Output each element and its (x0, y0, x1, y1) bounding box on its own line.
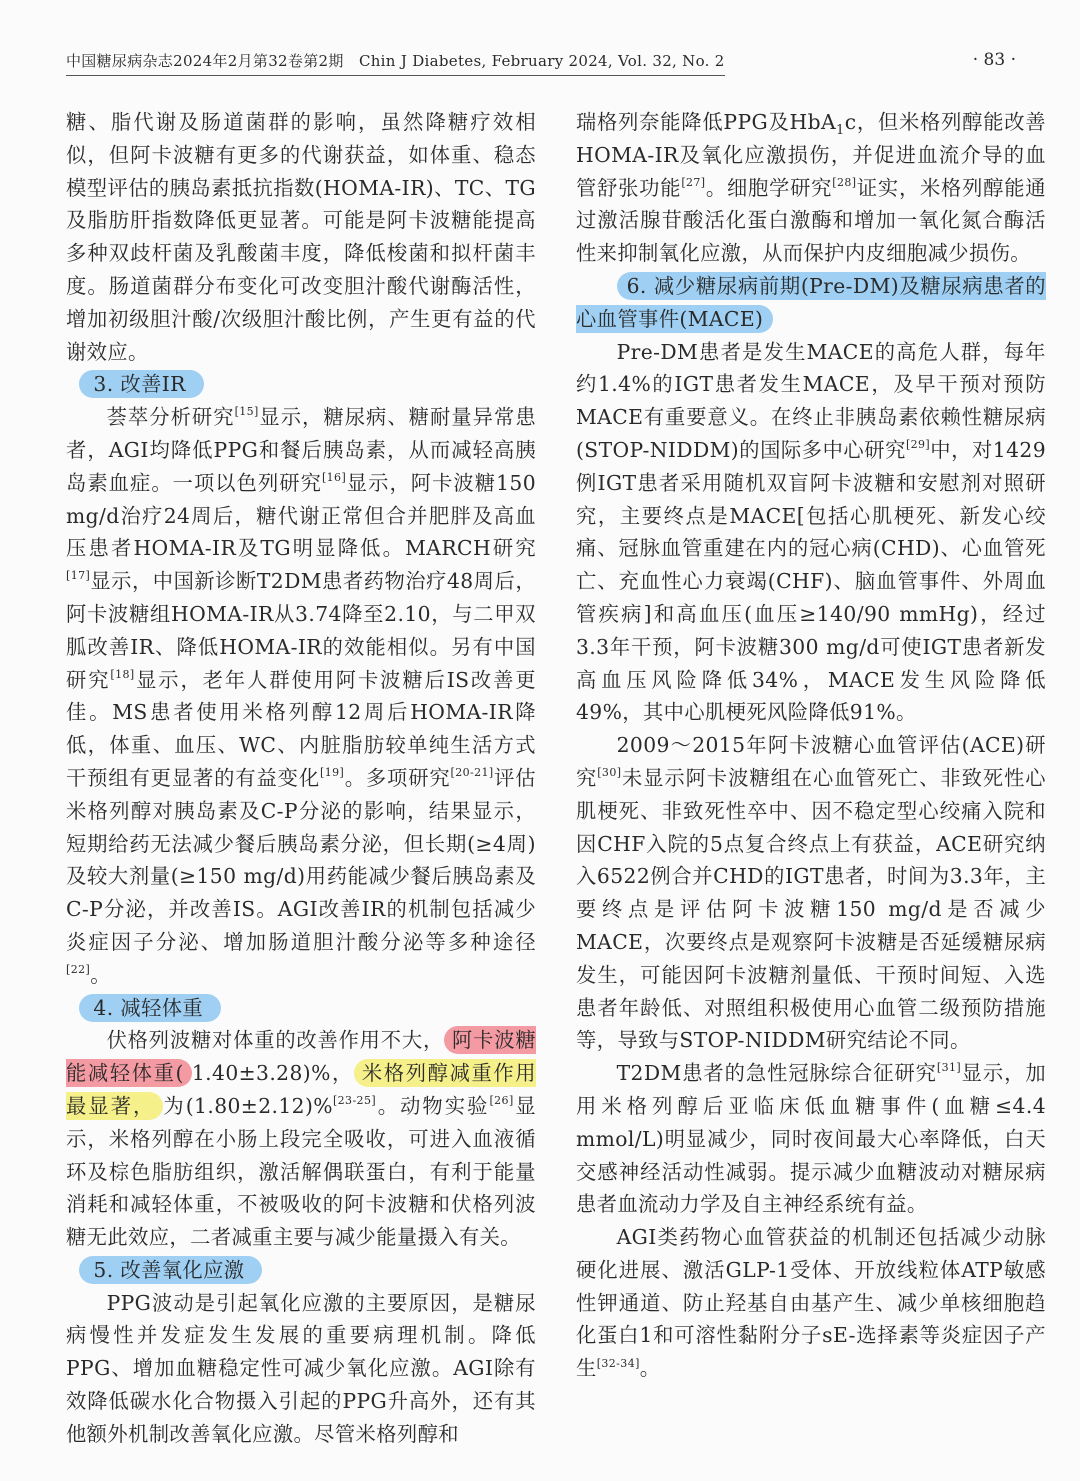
paragraph: 伏格列波糖对体重的改善作用不大， 阿卡波糖能减轻体重( 1.40±3.28)%， 米格列醇减重作用最显著， 为(1.80±2.12)%[23-25]。动物实验[26]显示，米格列醇在小肠上段完全吸收，可进入血液循环及棕色脂肪组织，激活解偶联蛋白，有利于能量消耗和减轻体重，不被吸收的阿卡波糖和伏格列波糖无此效应，二者减重主要与减少能量摄入有关。 (66, 1028, 537, 1250)
page-number: · 83 · (972, 50, 1016, 70)
paragraph: 荟萃分析研究[15]显示，糖尿病、糖耐量异常患者，AGI均降低PPG和餐后胰岛素，从而减轻高胰岛素血症。一项以色列研究[16]显示，阿卡波糖150 mg/d治疗24周后，糖代谢正常但合并肥胖及高血压患者HOMA-IR及TG明显降低。MARCH研究[17]显示，中国新诊断T2DM患者药物治疗48周后，阿卡波糖组HOMA-IR从3.74降至2.10，与二甲双胍改善IR、降低HOMA-IR的效能相似。另有中国研究[18]显示，老年人群使用阿卡波糖后IS改善更佳。MS患者使用米格列醇12周后HOMA-IR降低，体重、血压、WC、内脏脂肪较单纯生活方式干预组有更显著的有益变化[19]。多项研究[20-21]评估米格列醇对胰岛素及C-P分泌的影响，结果显示，短期给药无法减少餐后胰岛素分泌，但长期(≥4周)及较大剂量(≥150 mg/d)用药能减少餐后胰岛素及C-P分泌，并改善IS。AGI改善IR的机制包括减少炎症因子分泌、增加肠道胆汁酸分泌等多种途径[22]。 (66, 405, 536, 987)
citation[interactable]: [18] (110, 667, 135, 681)
section-heading-4 (66, 992, 536, 1025)
highlight-blue: 4. 减轻体重 (79, 994, 221, 1022)
section-heading-3 (66, 368, 536, 401)
paragraph: AGI类药物心血管获益的机制还包括减少动脉硬化进展、激活GLP-1受体、开放线粒体ATP敏感性钾通道、防止羟基自由基产生、减少单核细胞趋化蛋白1和可溶性黏附分子sE-选择素等炎症因子产生[32-34]。 (576, 1225, 1046, 1381)
paragraph: 糖、脂代谢及肠道菌群的影响，虽然降糖疗效相似，但阿卡波糖有更多的代谢获益，如体重、稳态模型评估的胰岛素抵抗指数(HOMA-IR)、TC、TG及脂肪肝指数降低更显著。可能是阿卡波糖能提高多种双歧杆菌及乳酸菌丰度，降低梭菌和拟杆菌丰度。肠道菌群分布变化可改变胆汁酸代谢酶活性，增加初级胆汁酸/次级胆汁酸比例，产生更有益的代谢效应。 (66, 110, 536, 364)
journal-citation: 中国糖尿病杂志2024年2月第32卷第2期 Chin J Diabetes, February 2024, Vol. 32, No. 2 (66, 50, 725, 76)
citation[interactable]: [28] (832, 175, 857, 189)
highlight-red: 阿卡波糖能减轻体重( (66, 1028, 536, 1086)
citation[interactable]: [17] (66, 569, 91, 583)
citation[interactable]: [32-34] (596, 1356, 640, 1370)
highlight-yellow: 米格列醇减重作用最显著， (66, 1061, 536, 1118)
right-column (576, 106, 1046, 1385)
paragraph: Pre-DM患者是发生MACE的高危人群，每年约1.4%的IGT患者发生MACE，及早干预对预防MACE有重要意义。在终止非胰岛素依赖性糖尿病(STOP-NIDDM)的国际多中心研究[29]中，对1429例IGT患者采用随机双盲阿卡波糖和安慰剂对照研究，主要终点是MACE[包括心肌梗死、新发心绞痛、冠脉血管重建在内的冠心病(CHD)、心血管死亡、充血性心力衰竭(CHF)、脑血管事件、外周血管疾病]和高血压(血压≥140/90 mmHg)，经过3.3年干预，阿卡波糖300 mg/d可使IGT患者新发高血压风险降低34%，MACE发生风险降低49%，其中心肌梗死风险降低91%。 (576, 339, 1046, 725)
highlight-blue: 6. 减少糖尿病前期(Pre-DM)及糖尿病患者的心血管事件(MACE) (576, 273, 1046, 331)
section-heading-5 (66, 1254, 536, 1287)
citation[interactable]: [26] (489, 1094, 514, 1108)
citation[interactable]: [31] (936, 1061, 962, 1075)
citation[interactable]: [23-25] (332, 1094, 377, 1108)
section-heading-6 (576, 270, 1046, 336)
citation[interactable]: [19] (320, 766, 345, 780)
running-header (66, 50, 1016, 74)
highlight-blue: 3. 改善IR (79, 370, 203, 398)
citation[interactable]: [16] (321, 471, 347, 484)
paragraph: PPG波动是引起氧化应激的主要原因，是糖尿病慢性并发症发生发展的重要病理机制。降低PPG、增加血糖稳定性可减少氧化应激。AGI除有效降低碳水化合物摄入引起的PPG升高外，还有其他额外机制改善氧化应激。尽管米格列醇和 (66, 1290, 536, 1446)
left-column (66, 106, 536, 1451)
highlight-blue: 5. 改善氧化应激 (79, 1256, 262, 1284)
citation[interactable]: [27] (681, 175, 706, 189)
paragraph: 2009～2015年阿卡波糖心血管评估(ACE)研究[30]未显示阿卡波糖组在心血管死亡、非致死性心肌梗死、非致死性卒中、因不稳定型心绞痛入院和因CHF入院的5点复合终点上有获益，ACE研究纳入6522例合并CHD的IGT患者，时间为3.3年，主要终点是评估阿卡波糖150 mg/d是否减少MACE，次要终点是观察阿卡波糖是否延缓糖尿病发生，可能因阿卡波糖剂量低、干预时间短、入选患者年龄低、对照组积极使用心血管二级预防措施等，导致与STOP-NIDDM研究结论不同。 (576, 733, 1046, 1053)
citation[interactable]: [20-21] (450, 766, 494, 780)
citation[interactable]: [15] (234, 405, 259, 419)
paragraph: T2DM患者的急性冠脉综合征研究[31]显示，加用米格列醇后亚临床低血糖事件(血糖≤4.4 mmol/L)明显减少，同时夜间最大心率降低，白天交感神经活动性减弱。提示减少血糖波动对糖尿病患者血流动力学及自主神经系统有益。 (576, 1061, 1046, 1217)
citation[interactable]: [30] (597, 766, 622, 780)
citation[interactable]: [29] (905, 438, 931, 452)
citation[interactable]: [22] (66, 962, 91, 976)
paragraph: 瑞格列奈能降低PPG及HbA$_1$c，但米格列醇能改善HOMA-IR及氧化应激损伤，并促进血流介导的血管舒张功能[27]。细胞学研究[28]证实，米格列醇能通过激活腺苷酸活化蛋白激酶和增加一氧化氮合酶活性来抑制氧化应激，从而保护内皮细胞减少损伤。 (576, 110, 1046, 266)
